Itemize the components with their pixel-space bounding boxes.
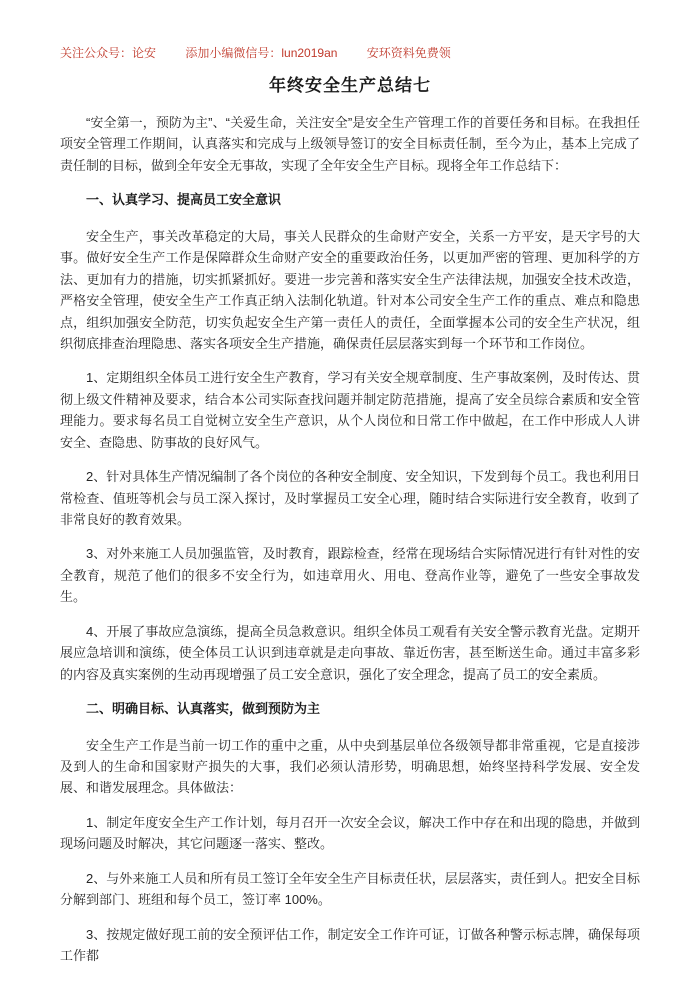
paragraph-item-3-truncated: 3、按规定做好现工前的安全预评估工作，制定安全工作许可证，订做各种警示标志牌，确保每项工作都 xyxy=(60,926,640,963)
official-account-notice xyxy=(60,44,640,61)
page-title: 年终安全生产总结七 xyxy=(269,76,431,95)
notice-segment-wechat: 添加小编微信号：lun2019an xyxy=(185,46,338,60)
section-heading-1: 一、认真学习、提高员工安全意识 xyxy=(86,192,282,208)
paragraph-item-2: 2、与外来施工人员和所有员工签订全年安全生产目标责任状，层层落实，责任到人。把安全目标分解到部门、班组和每个员工，签订率 100%。 xyxy=(60,870,640,908)
paragraph-item-3: 3、对外来施工人员加强监管，及时教育，跟踪检查，经常在现场结合实际情况进行有针对性的安全教育，规范了他们的很多不安全行为，如违章用火、用电、登高作业等，避免了一些安全事故发生。 xyxy=(60,546,640,605)
paragraph-intro: “安全第一，预防为主”、“关爱生命，关注安全”是安全生产管理工作的首要任务和目标。在我担任项安全管理工作期间，认真落实和完成与上级领导签订的安全目标责任制，至今为止，基本上完成了责任制的目标，做到全年安全无事故，实现了全年安全生产目标。现将全年工作总结下： xyxy=(60,115,640,173)
notice-segment-account: 关注公众号：论安 xyxy=(60,46,157,60)
paragraph-item-4: 4、开展了事故应急演练，提高全员急救意识。组织全体员工观看有关安全警示教育光盘。定期开展应急培训和演练，使全体员工认识到违章就是走向事故、靠近伤害，甚至断送生命。通过丰富多彩的内容及真实案例的生动再现增强了员工安全意识，强化了安全理念，提高了员工的安全素质。 xyxy=(60,623,640,682)
paragraph: 安全生产工作是当前一切工作的重中之重，从中央到基层单位各级领导都非常重视，它是直接涉及到人的生命和国家财产损失的大事，我们必须认清形势，明确思想，始终坚持科学发展、安全发展、和谐发展理念。具体做法： xyxy=(60,737,640,796)
notice-segment-free-material: 安环资料免费领 xyxy=(366,46,451,60)
paragraph-item-1: 1、定期组织全体员工进行安全生产教育，学习有关安全规章制度、生产事故案例，及时传达、贯彻上级文件精神及要求，结合本公司实际查找问题并制定防范措施，提高了安全员综合素质和安全管理能力。要求每名员工自觉树立安全生产意识，从个人岗位和日常工作中做起，在工作中形成人人讲安全、查隐患、防事故的良好风气。 xyxy=(60,370,640,450)
section-heading-2: 二、明确目标、认真落实，做到预防为主 xyxy=(86,701,321,717)
paragraph-item-2: 2、针对具体生产情况编制了各个岗位的各种安全制度、安全知识，下发到每个员工。我也利用日常检查、值班等机会与员工深入探讨，及时掌握员工安全心理，随时结合实际进行安全教育，收到了非常良好的教育效果。 xyxy=(60,469,640,527)
paragraph-item-1: 1、制定年度安全生产工作计划，每月召开一次安全会议，解决工作中存在和出现的隐患，并做到现场问题及时解决，其它问题逐一落实、整改。 xyxy=(60,814,640,852)
paragraph: 安全生产，事关改革稳定的大局，事关人民群众的生命财产安全，关系一方平安，是天字号的大事。做好安全生产工作是保障群众生命财产安全的重要政治任务，以更加严密的管理、更加科学的方法、更加有力的措施，切实抓紧抓好。要进一步完善和落实安全生产法律法规，加强安全技术改造，严格安全管理，使安全生产工作真正纳入法制化轨道。针对本公司安全生产工作的重点、难点和隐患点，组织加强安全防范，切实负起安全生产第一责任人的责任，全面掌握本公司的安全生产状况，组织彻底排查治理隐患、落实各项安全生产措施，确保责任层层落实到每一个环节和工作岗位。 xyxy=(60,228,640,351)
